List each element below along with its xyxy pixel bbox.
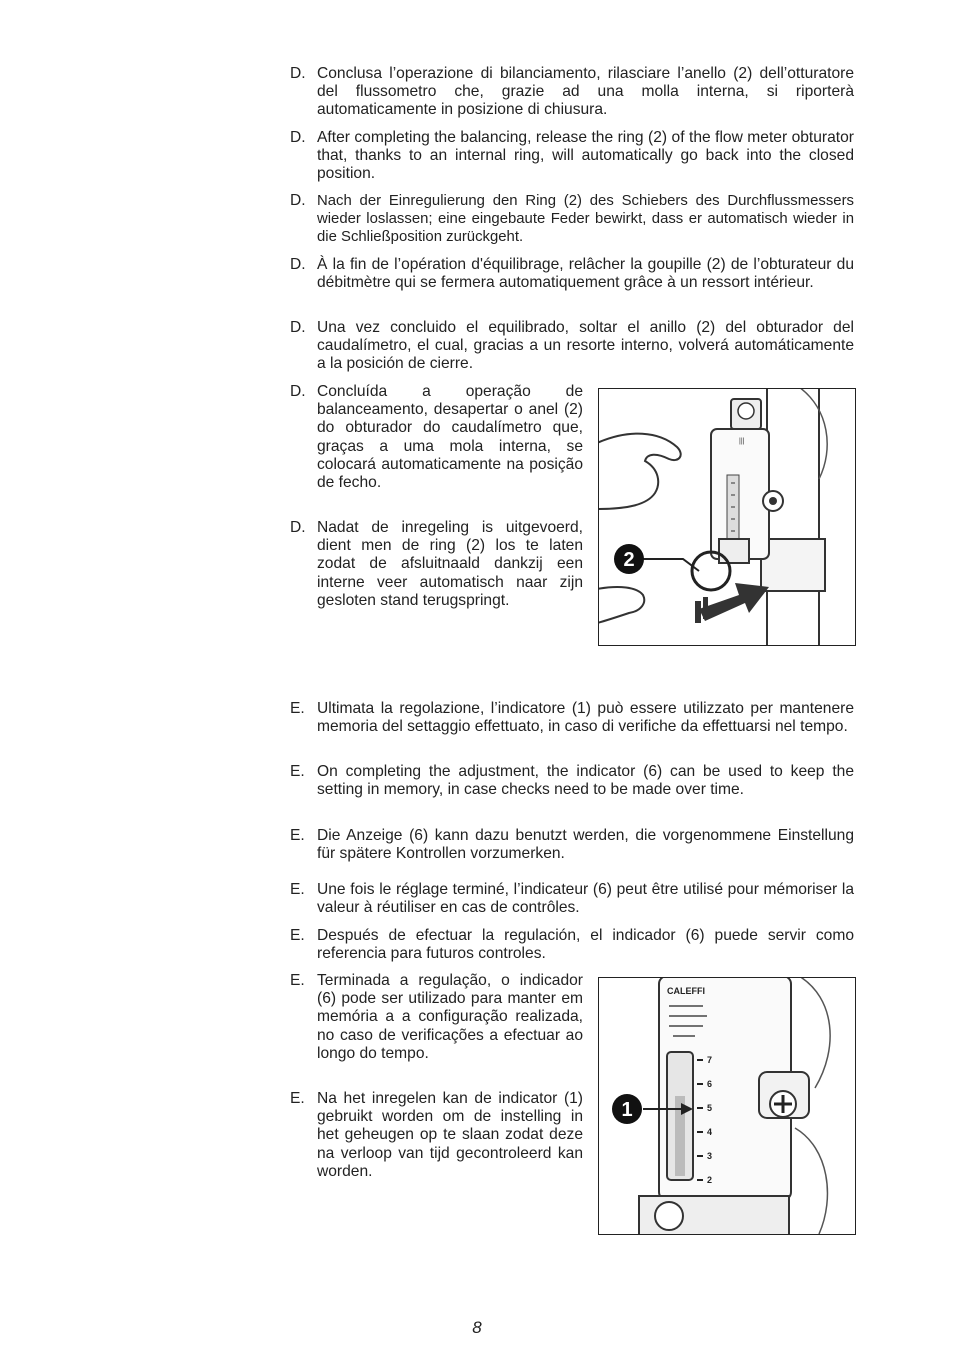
item-text: Une fois le réglage terminé, l’indicateur (6) peut être utilisé pour mémoriser la valeur à réutiliser en cas de contrôles.: [317, 881, 854, 917]
scale-label: 5: [707, 1103, 713, 1113]
item-label: D.: [290, 519, 306, 536]
page-number: 8: [472, 1318, 482, 1337]
item-label: E.: [290, 881, 305, 898]
item-label: D.: [290, 129, 306, 146]
item-label: E.: [290, 927, 305, 944]
item-text: Después de efectuar la regulación, el indicador (6) puede servir como referencia para futuros controles.: [317, 927, 854, 963]
item-label: E.: [290, 1090, 305, 1107]
item-text: On completing the adjustment, the indicator (6) can be used to keep the setting in memory, in case checks need to be made over time.: [317, 763, 854, 799]
item-text: After completing the balancing, release the ring (2) of the flow meter obturator that, thanks to an internal ring, will automatically go back into the closed position.: [317, 129, 854, 183]
item-text: Ultimata la regolazione, l’indicatore (1) può essere utilizzato per mantenere memoria del settaggio effettuato, in caso di verifiche da effettuarsi nel tempo.: [317, 700, 854, 736]
scale-label: 3: [707, 1151, 713, 1161]
item-label: E.: [290, 763, 305, 780]
item-text: Nadat de inregeling is uitgevoerd, dient men de ring (2) los te laten zodat de afsluitnaald dankzij een interne veer automatisch naar zijn gesloten stand terugspringt.: [317, 519, 583, 609]
item-label: D.: [290, 383, 306, 400]
valve-drawing: [599, 389, 855, 645]
item-text: Concluída a operação de balanceamento, desapertar o anel (2) do obturador do caudalímetro que, graças a uma mola interna, se colocará automaticamente na posição de fecho.: [317, 383, 583, 492]
callout-2-number: 2: [623, 549, 635, 571]
scale-label: 4: [707, 1127, 713, 1137]
item-text: Terminada a regulação, o indicador (6) pode ser utilizado para manter em memória a a configuração realizada, no caso de verificações a efectuar ao longo do tempo.: [317, 972, 583, 1062]
item-label: D.: [290, 319, 306, 336]
scale-label: 2: [707, 1175, 713, 1185]
item-text: Nach der Einregulierung den Ring (2) des Schiebers des Durchflussmessers wieder loslassen; eine eingebaute Feder bewirkt, dass er automatisch wieder in die Schließposition zurückgeht.: [317, 193, 854, 246]
scale-label: 7: [707, 1055, 713, 1065]
item-label: E.: [290, 700, 305, 717]
indicator-drawing: [599, 978, 855, 1234]
caleffi-brand: CALEFFI: [667, 986, 705, 996]
flow-meter-indicator-illustration: [598, 977, 856, 1235]
item-text: À la fin de l’opération d'équilibrage, relâcher la goupille (2) de l’obturateur du débitmètre qui se fermera automatiquement grâce à un ressort intérieur.: [317, 256, 854, 292]
item-label: D.: [290, 256, 306, 273]
callout-1-number: 1: [621, 1099, 633, 1121]
svg-text:|||: |||: [739, 438, 745, 445]
flow-meter-ring-illustration: [598, 388, 856, 646]
item-text: Die Anzeige (6) kann dazu benutzt werden, die vorgenommene Einstellung für spätere Kontrollen vorzumerken.: [317, 827, 854, 863]
item-text: Una vez concluido el equilibrado, soltar el anillo (2) del obturador del caudalímetro, el cual, gracias a un resorte interno, volverá automáticamente a la posición de cierre.: [317, 319, 854, 373]
item-label: E.: [290, 972, 305, 989]
item-text: Na het inregelen kan de indicator (1) gebruikt worden om de instelling in het geheugen op te slaan zodat deze na verloop van tijd gecontroleerd kan worden.: [317, 1090, 583, 1180]
scale-label: 6: [707, 1079, 713, 1089]
item-label: D.: [290, 65, 306, 82]
item-text: Conclusa l’operazione di bilanciamento, rilasciare l’anello (2) dell’otturatore del flussometro che, grazie ad una molla interna, si riporterà automaticamente in posizione di chiusura.: [317, 65, 854, 119]
item-label: E.: [290, 827, 305, 844]
item-label: D.: [290, 192, 306, 209]
